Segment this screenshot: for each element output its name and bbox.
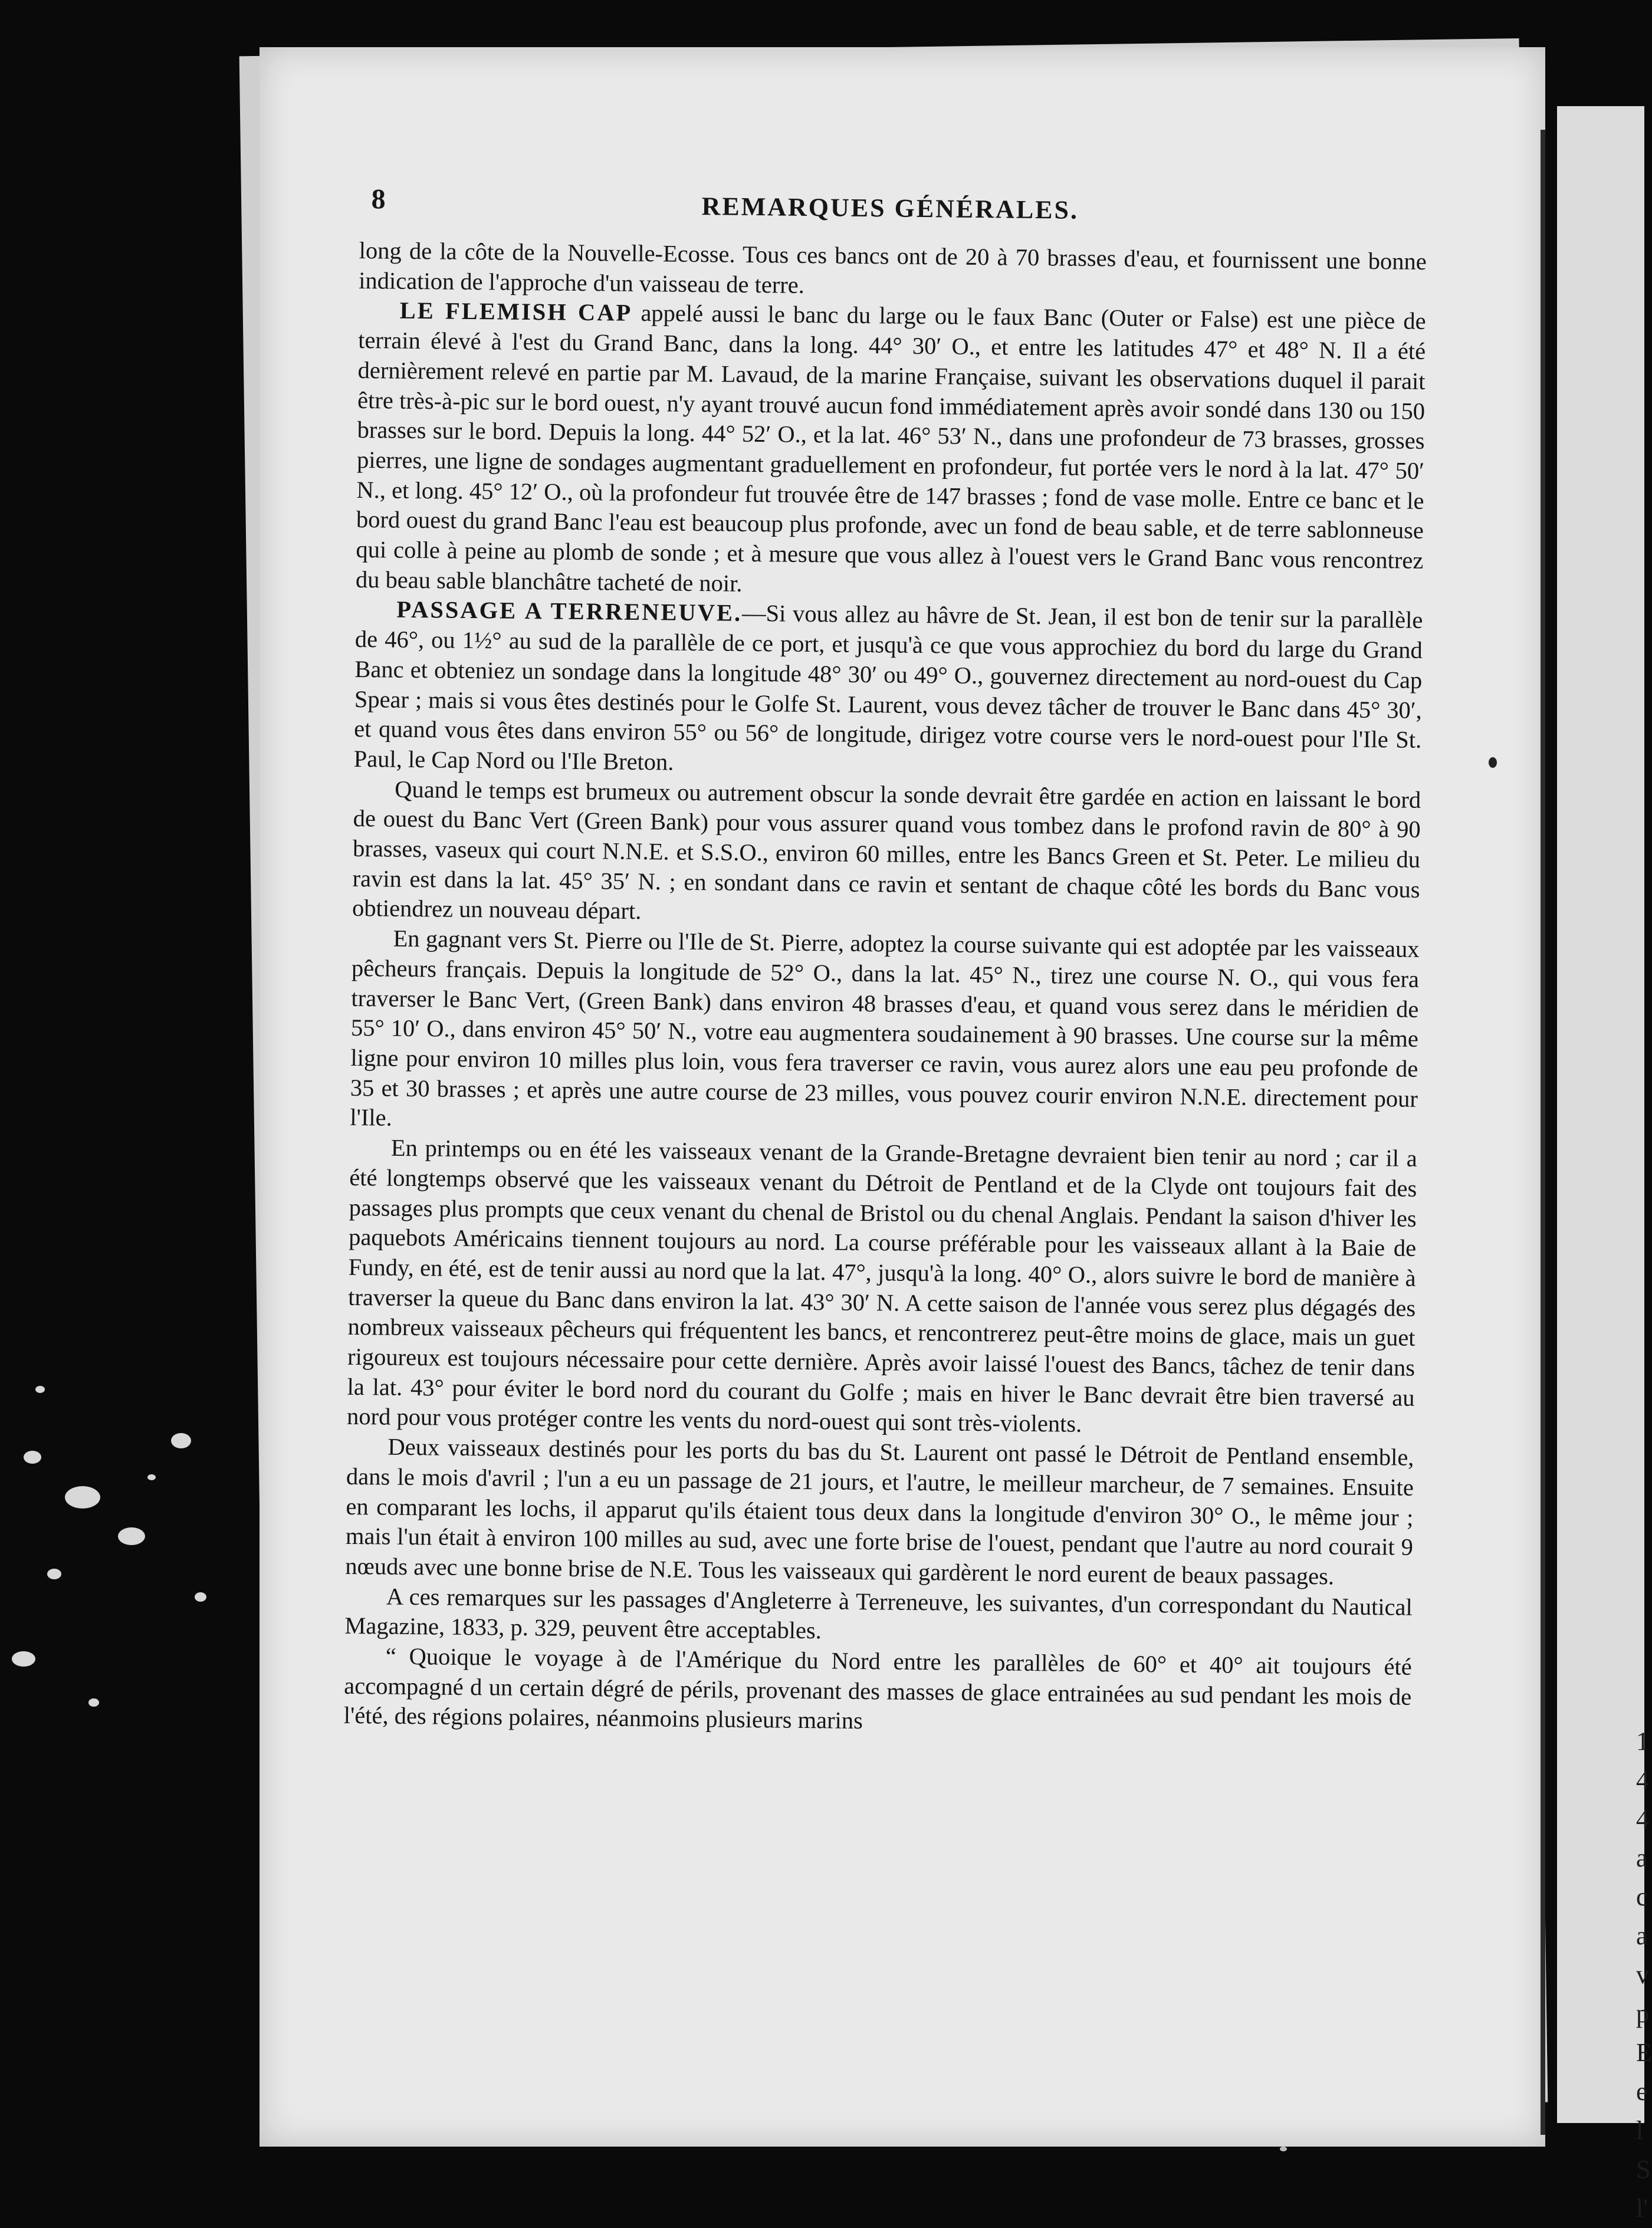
dust-speck bbox=[35, 1386, 45, 1393]
paragraph-text: A ces remarques sur les passages d'Angleterre à Terreneuve, les suivantes, d'un correspondant du Nautical Magazine, 1833, p. 329, peuvent être acceptables. bbox=[344, 1583, 1413, 1644]
running-title: REMARQUES GÉNÉRALES. bbox=[701, 192, 1079, 225]
paragraph-text: Quand le temps est brumeux ou autrement obscur la sonde devrait être gardée en action en laissant le bord de ouest du Banc Vert (Green Bank) pour vous assurer quand vous tombez dans le profond ravin de 80° à 90 brasses, vaseux qui court N.N.E. et S.S.O., environ 60 milles, entre les Bancs Green et St. Peter. Le milieu du ravin est dans la lat. 45° 35′ N. ; en sondant dans ce ravin et sentant de chaque côté les bords du Banc vous obtiendrez un nouveau départ. bbox=[352, 775, 1421, 925]
dust-speck bbox=[1280, 2147, 1287, 2151]
dust-speck bbox=[195, 1592, 206, 1602]
dust-speck bbox=[147, 1474, 156, 1480]
ink-blot bbox=[1489, 757, 1497, 768]
paragraph bbox=[345, 1432, 1414, 1592]
paragraph-text: “ Quoique le voyage à de l'Amérique du Nord entre les parallèles de 60° et 40° ait toujours été accompagné d un certain dégré de périls, provenant des masses de glace entrainées au sud pendant les mois de l'été, des régions polaires, néanmoins plusieurs marins bbox=[343, 1642, 1412, 1734]
paragraph-text: Deux vaisseaux destinés pour les ports du bas du St. Laurent ont passé le Détroit de Pentland ensemble, dans le mois d'avril ; l'un a eu un passage de 21 jours, et l'autre, le meilleur marcheur, de 7 semaines. Ensuite en comparant les lochs, il apparut qu'ils étaient tous deux dans la longitude d'environ 30° O., le même jour ; mais l'un était à environ 100 milles au sud, avec une forte brise de l'ouest, pendant que l'autre au nord courait 9 nœuds avec une bonne brise de N.E. Tous les vaisseaux qui gardèrent le nord eurent de beaux passages. bbox=[345, 1433, 1414, 1590]
page-content bbox=[344, 183, 1427, 1742]
dust-speck bbox=[88, 1698, 99, 1707]
paragraph bbox=[350, 924, 1420, 1144]
paragraph-text: En printemps ou en été les vaisseaux venant de la Grande-Bretagne devraient bien tenir au nord ; car il a été longtemps observé que les vaisseaux venant du Détroit de Pentland et de la Clyde ont toujours fait des passages plus prompts que ceux venant du chenal de Bristol ou du chenal Anglais. Pendant la saison d'hiver les paquebots Américains tiennent toujours au nord. La course préférable pour les vaisseaux allant à la Baie de Fundy, en été, est de tenir aussi au nord que la lat. 47°, jusqu'à la long. 40° O., alors suivre le bord de manière à traverser la queue du Banc dans environ la lat. 43° 30′ N. A cette saison de l'année vous serez plus dégagés des nombreux vaisseaux pêcheurs qui fréquentent les bancs, et rencontrerez peut-être moins de glace, mais un guet rigoureux est toujours nécessaire pour cette dernière. Après avoir laissé l'ouest des Bancs, tâchez de tenir dans la lat. 43° pour éviter le bord nord du courant du Golfe ; mais en hiver le Banc devrait être bien traversé au nord pour vous protéger contre les vents du nord-ouest qui sont très-violents. bbox=[346, 1134, 1418, 1438]
page-edge-shadow bbox=[1541, 130, 1545, 2135]
paragraph bbox=[352, 774, 1421, 935]
dust-speck bbox=[171, 1433, 191, 1448]
paragraph bbox=[356, 295, 1426, 606]
dust-speck bbox=[118, 1527, 145, 1545]
section-lead: PASSAGE A TERRENEUVE. bbox=[396, 596, 743, 627]
dust-speck bbox=[12, 1651, 35, 1667]
paragraph bbox=[347, 1133, 1417, 1443]
adjacent-page-sliver bbox=[1557, 106, 1644, 2123]
paragraph bbox=[354, 594, 1423, 785]
page-header bbox=[359, 183, 1427, 247]
dust-speck bbox=[65, 1486, 100, 1509]
paragraph-text: appelé aussi le banc du large ou le faux Banc (Outer or False) est une pièce de terrain élevé à l'est du Grand Banc, dans la long. 44° 30′ O., et entre les latitudes 47° et 48° N. Il a été dernièrement relevé en partie par M. Lavaud, de la marine Française, suivant les observations duquel il parait être très-à-pic sur le bord ouest, n'y ayant trouvé aucun fond immédiatement après avoir sondé dans 130 ou 150 brasses sur le bord. Depuis la long. 44° 52′ O., et la lat. 46° 53′ N., dans une profondeur de 73 brasses, grosses pierres, une ligne de sondages augmentant graduellement en profondeur, fut portée vers le nord à la lat. 47° 50′ N., et long. 45° 12′ O., où la profondeur fut trouvée être de 147 brasses ; fond de vase molle. Entre ce banc et le bord ouest du grand Banc l'eau est beaucoup plus profonde, avec un fond de beau sable, et de terre sablonneuse qui colle à peine au plomb de sonde ; et à mesure que vous allez à l'ouest vers le Grand Banc vous rencontrez du beau sable blanchâtre tacheté de noir. bbox=[355, 300, 1426, 597]
paragraph-text: —Si vous allez au hâvre de St. Jean, il est bon de tenir sur la parallèle de 46°, ou 1½° au sud de la parallèle de ce port, et jusqu'à ce que vous approchiez du bord du large du Grand Banc et obteniez un sondage dans la longitude 48° 30′ ou 49° O., gouvernez directement au nord-ouest du Cap Spear ; mais si vous êtes destinés pour le Golfe St. Laurent, vous devez tâcher de trouver le Banc dans 45° 30′, et quand vous êtes dans environ 55° ou 56° de longitude, dirigez votre course vers le nord-ouest pour l'Ile St. Paul, le Cap Nord ou l'Ile Breton. bbox=[353, 600, 1423, 775]
dust-speck bbox=[24, 1451, 41, 1464]
page-number: 8 bbox=[371, 183, 386, 215]
paragraph-text: long de la côte de la Nouvelle-Ecosse. Tous ces bancs ont de 20 à 70 brasses d'eau, et fournissent une bonne indication de l'approche d'un vaisseau de terre. bbox=[359, 236, 1427, 298]
adjacent-page-margin-text: 1 4 4 a c a v p E e l S l' bbox=[1636, 1727, 1652, 2223]
paragraph bbox=[344, 1641, 1412, 1742]
dust-speck bbox=[47, 1569, 61, 1579]
paragraph-text: En gagnant vers St. Pierre ou l'Ile de St. Pierre, adoptez la course suivante qui est adoptée par les vaisseaux pêcheurs français. Depuis la longitude de 52° O., dans la lat. 45° N., tirez une course N. O., qui vous fera traverser le Banc Vert, (Green Bank) dans environ 48 brasses d'eau, et quand vous serez dans le méridien de 55° 10′ O., dans environ 45° 50′ N., votre eau augmentera soudainement à 90 brasses. Une course sur la même ligne pour environ 10 milles plus loin, vous fera traverser ce ravin, vous aurez alors une eau peu profonde de 35 et 30 brasses ; et après une autre course de 23 milles, vous pouvez courir environ N.N.E. directement pour l'Ile. bbox=[350, 925, 1420, 1132]
paragraph bbox=[344, 1582, 1413, 1652]
section-lead: LE FLEMISH CAP bbox=[399, 297, 633, 327]
paragraph bbox=[359, 236, 1427, 307]
